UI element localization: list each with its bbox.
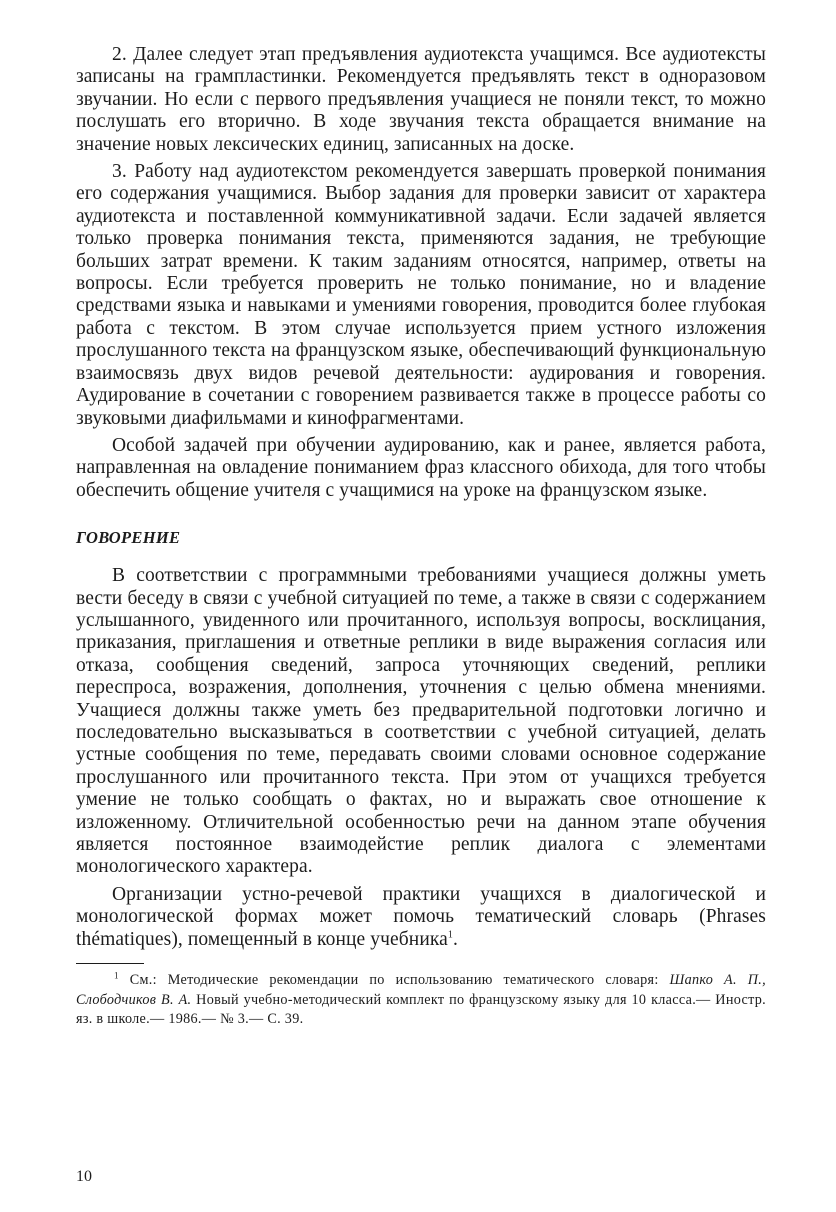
- footnote-authors: Шапко А. П., Слободчиков В. А.: [76, 972, 766, 1008]
- footnote-marker: 1: [114, 970, 119, 981]
- paragraph-end-punctuation: .: [453, 928, 458, 950]
- footnote-divider: [76, 963, 144, 964]
- paragraph-classroom-phrases: Особой задачей при обучении аудированию, как и ранее, является работа, направленная на овладение пониманием фраз классного обихода, для того чтобы обеспечить общение учителя с учащимися на уроке на французском языке.: [76, 434, 766, 501]
- page-body: [76, 44, 766, 1030]
- footnote-reference: 1: [447, 929, 453, 941]
- footnote-reference-text: Новый учебно-методический комплект по французскому языку для 10 класса.— Иностр. яз. в школе.— 1986.— № 3.— С. 39.: [76, 991, 766, 1028]
- footnote-lead: См.: Методические рекомендации по использованию тематического словаря:: [129, 972, 659, 989]
- paragraph-thematic-dictionary: [76, 884, 766, 951]
- paragraph-speaking-requirements: В соответствии с программными требованиями учащиеся должны уметь вести беседу в связи с учебной ситуацией по теме, а также в связи с содержанием услышанного, увиденного или прочитанного, используя вопросы, восклицания, приказания, приглашения и ответные реплики в виде выражения согласия или отказа, сообщения сведений, запроса уточняющих сведений, реплики переспроса, возражения, дополнения, уточнения с целью обмена мнениями. Учащиеся должны также уметь без предварительной подготовки логично и последовательно высказываться в соответствии с учебной ситуацией, делать устные сообщения по теме, передавать своими словами основное содержание прослушанного или прочитанного текста. При этом от учащихся требуется умение не только сообщать о фактах, но и выражать свое отношение к изложенному. Отличительной особенностью речи на данном этапе обучения является постоянное взаимодейстие реплик диалога с элементами монологического характера.: [76, 565, 766, 878]
- section-heading-speaking: ГОВОРЕНИЕ: [76, 528, 181, 548]
- page-number: 10: [76, 1168, 92, 1185]
- paragraph-thematic-dictionary-text: Организации устно-речевой практики учащихся в диалогической и монологической формах может помочь тематический словарь (Phrases thématiques), помещенный в конце учебника: [76, 883, 766, 950]
- footnote: [76, 971, 766, 1030]
- paragraph-audiotext-presentation: 2. Далее следует этап предъявления аудиотекста учащимся. Все аудиотексты записаны на грампластинки. Рекомендуется предъявлять текст в одноразовом звучании. Но если с первого предъявления учащиеся не поняли текст, то можно послушать его вторично. В ходе звучания текста обращается внимание на значение новых лексических единиц, записанных на доске.: [76, 44, 766, 155]
- paragraph-comprehension-check: 3. Работу над аудиотекстом рекомендуется завершать проверкой понимания его содержания учащимися. Выбор задания для проверки зависит от характера аудиотекста и поставленной коммуникативной задачи. Если задачей является только проверка понимания текста, применяются задания, не требующие больших затрат времени. К таким заданиям относятся, например, ответы на вопросы. Если требуется проверить не только понимание, но и владение средствами языка и навыками и умениями говорения, проводится более глубокая работа с текстом. В этом случае используется прием устного изложения прослушанного текста на французском языке, обеспечивающий функциональную взаимосвязь двух видов речевой деятельности: аудирования и говорения. Аудирование в сочетании с говорением развивается также в процессе работы со звуковыми диафильмами и кинофрагментами.: [76, 161, 766, 429]
